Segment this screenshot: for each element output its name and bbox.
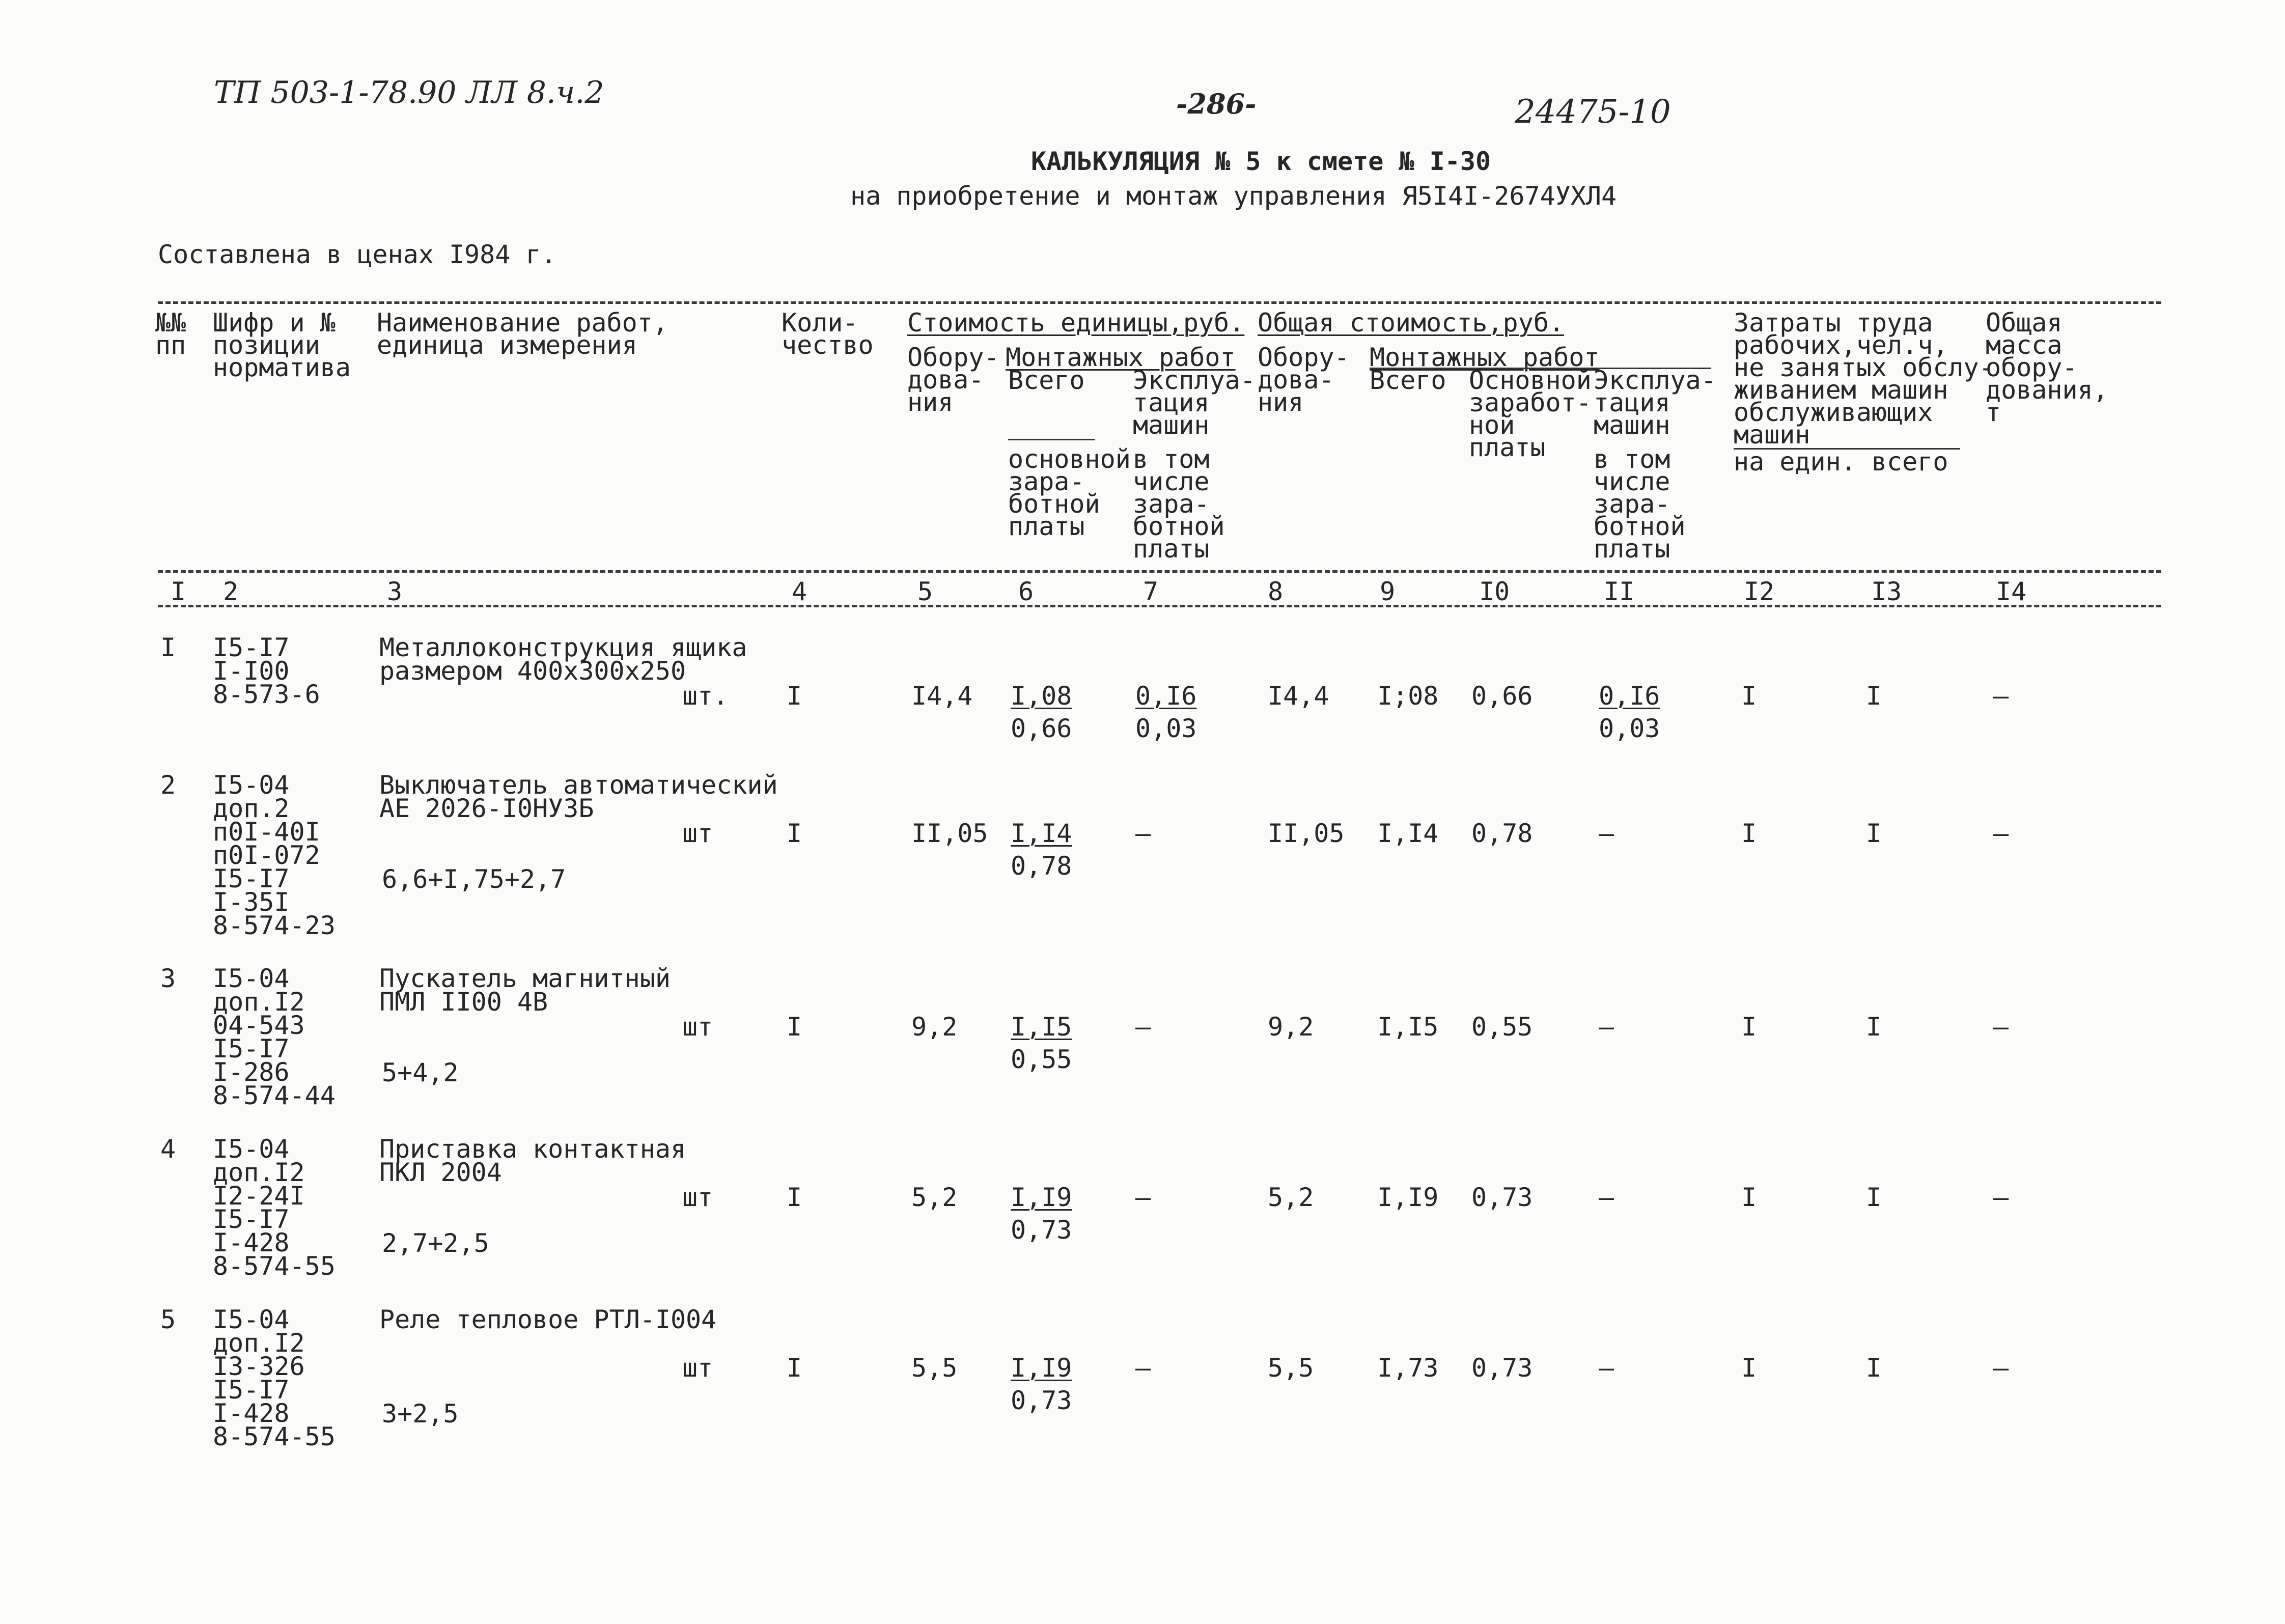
header-line: ботной	[1133, 512, 1225, 541]
header-line: обслуживающих	[1734, 398, 1933, 427]
header-line: живанием машин	[1734, 375, 1948, 405]
header-line: Обору-	[907, 343, 999, 372]
row-labor-unit: I	[1741, 819, 1757, 848]
header-line: в том	[1594, 444, 1670, 474]
row-quantity: I	[787, 681, 802, 711]
column-number: 6	[1018, 577, 1034, 606]
column-number: 4	[792, 577, 807, 606]
header-line: зара-	[1133, 489, 1210, 519]
header-equipment-unit	[907, 343, 999, 417]
row-number: 3	[160, 964, 176, 993]
header-line: пп	[155, 330, 186, 360]
header-line: Основной	[1469, 366, 1592, 395]
row-mount-total: I,I4	[1377, 819, 1439, 848]
header-code	[213, 308, 351, 382]
row-work-name: Металлоконструкция ящика	[379, 633, 747, 662]
header-line: зара-	[1008, 467, 1085, 496]
row-code: доп.I2	[213, 1328, 305, 1358]
row-calc-note: 5+4,2	[382, 1058, 459, 1087]
header-mass	[1986, 308, 2108, 427]
header-labor	[1734, 308, 1994, 450]
row-code: 04-543	[213, 1011, 305, 1040]
row-work-name: Пускатель магнитный	[379, 964, 671, 993]
row-mass: –	[1993, 1183, 2009, 1212]
row-machines-total: –	[1599, 1183, 1614, 1212]
row-machines-unit: –	[1135, 1353, 1151, 1383]
column-number: I4	[1996, 577, 2027, 606]
row-equipment-total: II,05	[1268, 819, 1345, 848]
row-unit: шт	[682, 1183, 713, 1212]
column-number: 7	[1143, 577, 1159, 606]
column-number: 2	[223, 577, 239, 606]
header-line: Эксплуа-	[1133, 366, 1256, 395]
header-line: Эксплуа-	[1594, 366, 1716, 395]
document-subtitle: на приобретение и монтаж управления Я5I4I-2674УХЛ4	[850, 181, 1617, 211]
row-wage-total: 0,66	[1471, 681, 1533, 711]
row-code: 8-574-55	[213, 1251, 336, 1281]
row-mount-total: I;08	[1377, 681, 1439, 711]
row-code: I5-I7	[213, 633, 290, 662]
row-labor-unit: I	[1741, 1183, 1757, 1212]
header-line: зара-	[1594, 489, 1670, 519]
row-unit: шт	[682, 1353, 713, 1383]
row-labor-total: I	[1866, 1353, 1882, 1383]
header-c10-wage	[1469, 366, 1592, 462]
row-quantity: I	[787, 1012, 802, 1042]
header-line: обору-	[1986, 353, 2078, 382]
row-code: I5-I7	[213, 864, 290, 893]
row-machines-unit: –	[1135, 819, 1151, 848]
column-number: 9	[1380, 577, 1396, 606]
header-line: Затраты труда	[1734, 308, 1933, 338]
header-line: числе	[1594, 467, 1670, 496]
row-wage-total: 0,78	[1471, 819, 1533, 848]
header-line: Шифр и №	[213, 308, 336, 338]
row-mass: –	[1993, 681, 2009, 711]
column-number: 3	[387, 577, 403, 606]
header-c7-machines	[1133, 366, 1256, 440]
row-mount-total: I,I5	[1377, 1012, 1439, 1042]
row-equipment-total: 5,2	[1268, 1183, 1314, 1212]
header-line: ния	[907, 387, 954, 417]
column-number: I	[171, 577, 186, 606]
header-line: Наименование работ,	[377, 308, 668, 338]
row-machines-unit: –	[1135, 1183, 1151, 1212]
row-quantity: I	[787, 1353, 802, 1383]
row-equipment-unit: I4,4	[911, 681, 973, 711]
column-number: 5	[917, 577, 933, 606]
row-unit: шт	[682, 1012, 713, 1042]
row-machines-unit: 0,I6	[1135, 681, 1197, 711]
row-code: I5-I7	[213, 1205, 290, 1234]
header-line: ботной	[1594, 512, 1686, 541]
header-c7-wage	[1133, 444, 1225, 564]
document-title: КАЛЬКУЛЯЦИЯ № 5 к смете № I-30	[1031, 147, 1491, 176]
row-mount-unit-wage: 0,73	[1011, 1386, 1072, 1415]
row-mount-total: I,73	[1377, 1353, 1439, 1383]
header-line: платы	[1469, 433, 1546, 462]
row-labor-unit: I	[1741, 681, 1757, 711]
header-work-name	[377, 308, 668, 360]
page-number: -286-	[1176, 88, 1257, 120]
row-labor-total: I	[1866, 819, 1882, 848]
header-line: тация	[1594, 388, 1670, 417]
row-machines-unit-wage: 0,03	[1135, 714, 1197, 743]
row-number: 5	[160, 1305, 176, 1334]
header-c11-machines	[1594, 366, 1716, 440]
row-work-name: Реле тепловое РТЛ-I004	[379, 1305, 717, 1334]
row-code: I-428	[213, 1398, 290, 1428]
header-line: единица измерения	[377, 330, 637, 360]
header-row-number	[155, 308, 186, 360]
handwritten-stamp: ТП 503-1-78.90 ЛЛ 8.ч.2	[214, 75, 604, 110]
header-mounting-total: Монтажных работ	[1370, 343, 1600, 372]
row-calc-note: 3+2,5	[382, 1399, 459, 1429]
row-machines-total-wage: 0,03	[1599, 714, 1660, 743]
header-line: не занятых обслу-	[1734, 353, 1994, 382]
row-code: 8-574-44	[213, 1081, 336, 1110]
row-work-name: ПКЛ 2004	[379, 1158, 502, 1187]
header-line: машин	[1734, 420, 1810, 450]
header-line: тация	[1133, 388, 1210, 417]
row-mass: –	[1993, 1012, 2009, 1042]
header-line: машин	[1594, 410, 1670, 440]
header-line: №№	[155, 308, 186, 338]
row-code: I5-I7	[213, 1034, 290, 1063]
row-unit: шт.	[682, 681, 729, 711]
row-machines-total: –	[1599, 1012, 1614, 1042]
row-number: 4	[160, 1134, 176, 1164]
row-equipment-unit: II,05	[911, 819, 988, 848]
row-work-name: размером 400х300х250	[379, 656, 686, 686]
row-code: I5-04	[213, 964, 290, 993]
row-wage-total: 0,73	[1471, 1183, 1533, 1212]
colnum-bottom-rule	[158, 605, 2161, 607]
row-labor-unit: I	[1741, 1353, 1757, 1383]
header-line: Коли-	[782, 308, 858, 338]
row-mount-unit-total: I,I9	[1011, 1353, 1072, 1383]
header-line: Общая	[1986, 308, 2063, 338]
price-basis-note: Составлена в ценах I984 г.	[158, 240, 556, 269]
header-mounting-unit: Монтажных работ	[1006, 343, 1236, 372]
row-labor-total: I	[1866, 1183, 1882, 1212]
row-wage-total: 0,55	[1471, 1012, 1533, 1042]
row-machines-total: 0,I6	[1599, 681, 1660, 711]
row-mount-unit-total: I,I5	[1011, 1012, 1072, 1042]
header-line: чество	[782, 330, 874, 360]
row-unit: шт	[682, 819, 713, 848]
column-number: 8	[1268, 577, 1284, 606]
header-line: ботной	[1008, 489, 1100, 519]
row-mount-unit-total: I,08	[1011, 681, 1072, 711]
row-machines-total: –	[1599, 1353, 1614, 1383]
row-number: I	[160, 633, 176, 662]
row-machines-total: –	[1599, 819, 1614, 848]
row-work-name: Приставка контактная	[379, 1134, 686, 1164]
row-code: 8-574-23	[213, 911, 336, 940]
row-mount-unit-total: I,I9	[1011, 1183, 1072, 1212]
row-work-name: Выключатель автоматический	[379, 770, 778, 800]
header-line: платы	[1594, 534, 1670, 564]
row-quantity: I	[787, 819, 802, 848]
row-code: I2-24I	[213, 1181, 305, 1211]
document-number: 24475-10	[1515, 93, 1671, 131]
column-number: I3	[1871, 577, 1902, 606]
row-code: доп.I2	[213, 1158, 305, 1187]
header-c6-total: Всего	[1008, 366, 1085, 395]
header-line: т	[1986, 398, 2001, 427]
row-mount-unit-total: I,I4	[1011, 819, 1072, 848]
header-line: машин	[1133, 410, 1210, 440]
row-equipment-total: I4,4	[1268, 681, 1329, 711]
row-mount-total: I,I9	[1377, 1183, 1439, 1212]
header-bottom-rule	[158, 570, 2161, 573]
row-code: I5-I7	[213, 1375, 290, 1405]
row-code: 8-574-55	[213, 1422, 336, 1451]
row-equipment-unit: 5,2	[911, 1183, 958, 1212]
header-line: платы	[1008, 512, 1085, 541]
header-quantity	[782, 308, 874, 360]
header-line: основной	[1008, 444, 1131, 474]
row-code: I5-04	[213, 770, 290, 800]
row-calc-note: 2,7+2,5	[382, 1228, 489, 1258]
header-equipment-total	[1258, 343, 1350, 417]
row-calc-note: 6,6+I,75+2,7	[382, 864, 566, 894]
row-number: 2	[160, 770, 176, 800]
row-code: п0I-072	[213, 841, 320, 870]
column-number: I0	[1479, 577, 1510, 606]
row-equipment-unit: 9,2	[911, 1012, 958, 1042]
row-mount-unit-wage: 0,78	[1011, 851, 1072, 881]
header-line: ной	[1469, 410, 1515, 440]
row-mass: –	[1993, 819, 2009, 848]
header-line: масса	[1986, 330, 2063, 360]
header-line: позиции	[213, 330, 320, 360]
header-line: дова-	[907, 365, 984, 395]
header-line: заработ-	[1469, 388, 1592, 417]
row-equipment-total: 5,5	[1268, 1353, 1314, 1383]
row-equipment-total: 9,2	[1268, 1012, 1314, 1042]
header-line: платы	[1133, 534, 1210, 564]
header-line: ния	[1258, 387, 1304, 417]
header-line: норматива	[213, 353, 351, 382]
row-equipment-unit: 5,5	[911, 1353, 958, 1383]
row-labor-total: I	[1866, 681, 1882, 711]
row-mount-unit-wage: 0,66	[1011, 714, 1072, 743]
row-code: I-428	[213, 1228, 290, 1257]
row-work-name: ПМЛ II00 4В	[379, 987, 548, 1017]
header-line: числе	[1133, 467, 1210, 496]
header-line: дова-	[1258, 365, 1334, 395]
row-code: доп.I2	[213, 987, 305, 1017]
row-machines-unit: –	[1135, 1012, 1151, 1042]
row-mount-unit-wage: 0,55	[1011, 1045, 1072, 1074]
header-top-rule	[158, 301, 2161, 304]
header-c11-wage	[1594, 444, 1686, 564]
row-quantity: I	[787, 1183, 802, 1212]
row-wage-total: 0,73	[1471, 1353, 1533, 1383]
row-code: I-35I	[213, 887, 290, 917]
row-code: I-I00	[213, 656, 290, 686]
column-number: II	[1604, 577, 1635, 606]
row-code: доп.2	[213, 794, 290, 823]
header-line: рабочих,чел.ч,	[1734, 330, 1948, 360]
column-number: I2	[1744, 577, 1775, 606]
row-mount-unit-wage: 0,73	[1011, 1215, 1072, 1245]
header-labor-sub: на един. всего	[1734, 447, 1948, 477]
row-mass: –	[1993, 1353, 2009, 1383]
row-labor-total: I	[1866, 1012, 1882, 1042]
header-c6-divider	[1008, 439, 1095, 440]
header-line: в том	[1133, 444, 1210, 474]
row-code: I-286	[213, 1057, 290, 1087]
row-labor-unit: I	[1741, 1012, 1757, 1042]
row-code: 8-573-6	[213, 680, 320, 709]
header-c6-wage	[1008, 444, 1131, 541]
header-line: Обору-	[1258, 343, 1350, 372]
header-line: дования,	[1986, 375, 2108, 405]
row-code: I5-04	[213, 1305, 290, 1334]
row-work-name: АЕ 2026-I0НУ3Б	[379, 794, 594, 823]
row-code: I5-04	[213, 1134, 290, 1164]
row-code: п0I-40I	[213, 817, 320, 847]
header-total-cost: Общая стоимость,руб.	[1258, 308, 1565, 338]
header-unit-cost: Стоимость единицы,руб.	[907, 308, 1245, 338]
header-c9-total: Всего	[1370, 366, 1446, 395]
row-code: I3-326	[213, 1352, 305, 1381]
